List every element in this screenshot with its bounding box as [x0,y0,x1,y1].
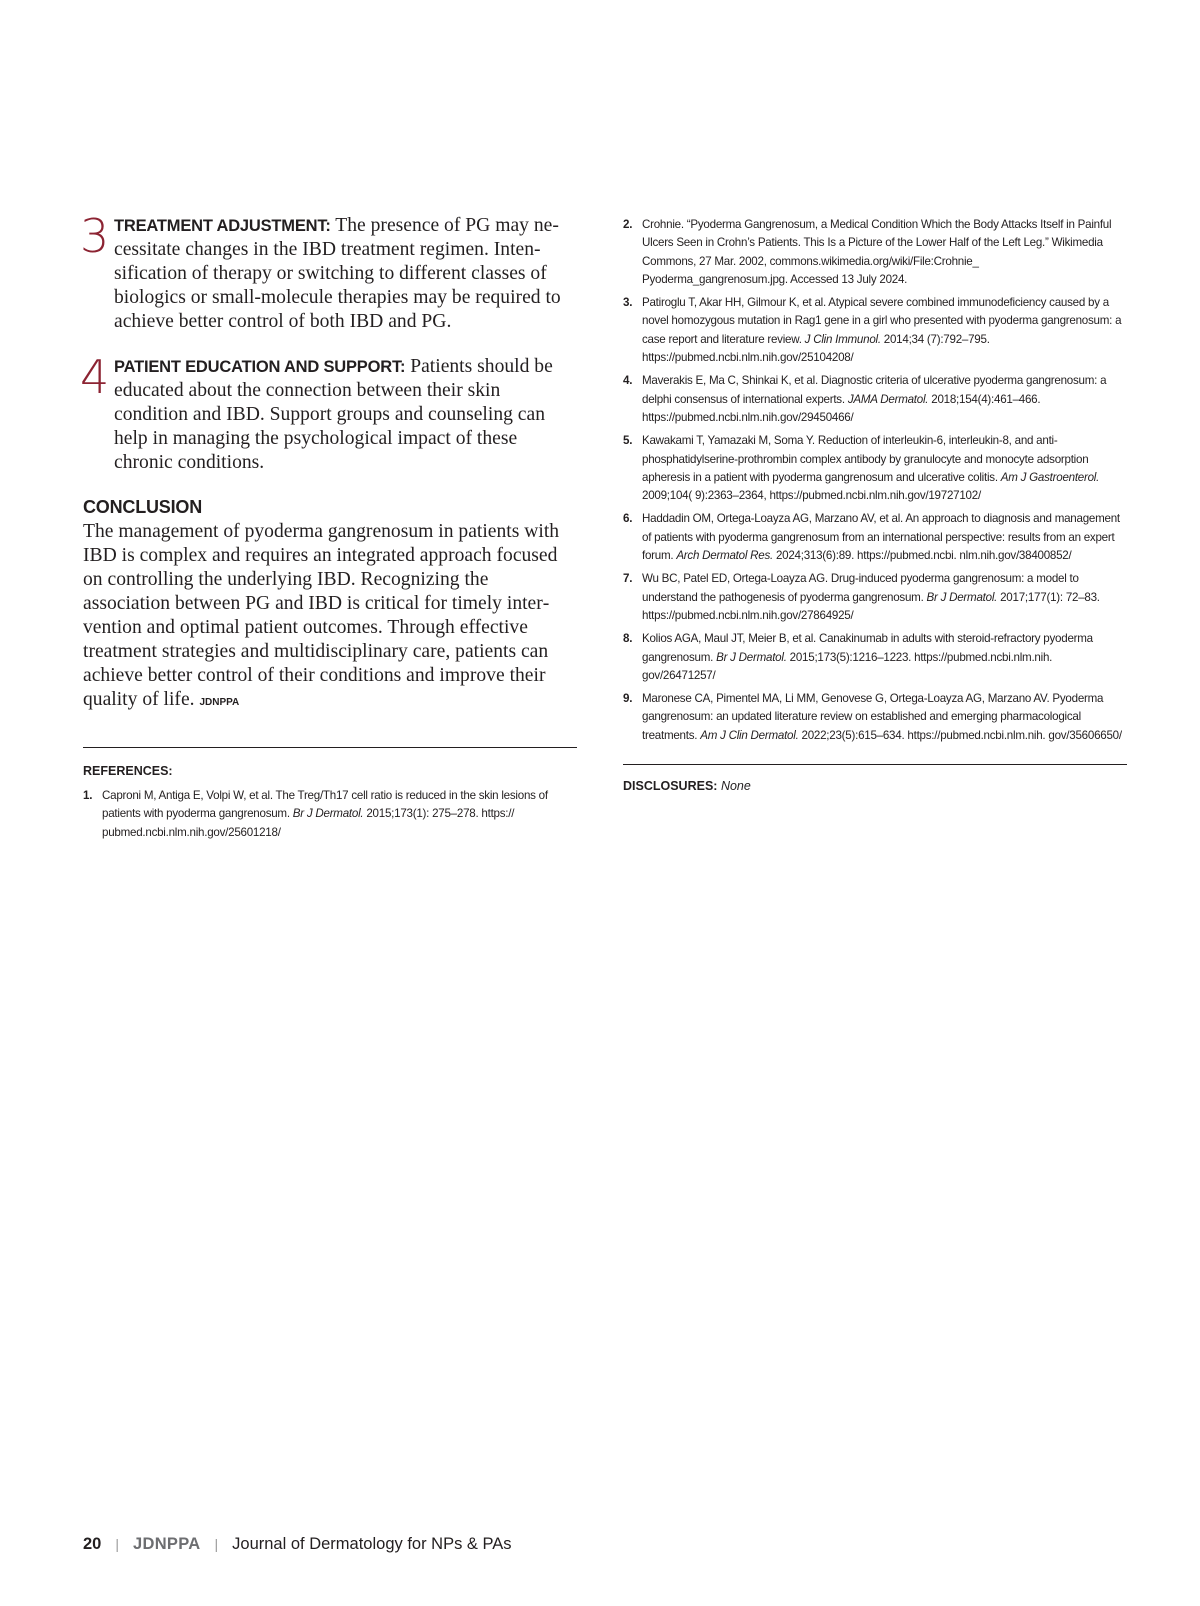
disclosures-value: None [720,779,751,794]
reference-journal: Br J Dermatol. [716,650,787,664]
numbered-item-4 [80,350,577,475]
reference-item [623,570,1127,625]
item-number: 3 [80,209,110,263]
item-text: Patients should be educated about the connection between their skin condition and IBD. Support groups and counseling can help in managing the psychological impact of these chronic conditions. [114,356,553,473]
reference-journal: JAMA Dermatol. [847,392,929,406]
reference-journal: Br J Dermatol. [292,807,364,821]
item-paragraph [114,355,577,475]
reference-journal: Arch Dermatol Res. [676,549,773,563]
reference-number: 8. [623,632,633,646]
conclusion-paragraph [83,520,577,715]
reference-number: 6. [623,512,633,526]
reference-text: Haddadin OM, Ortega-Loayza AG, Marzano AV, et al. An approach to diagnosis and management of patients with pyoderma gangrenosum from an international perspective: results from an expert forum. [642,512,1120,563]
numbered-item-3 [80,209,577,334]
reference-citation: 2014;34 (7):792–795. https://pubmed.ncbi.nlm.nih.gov/25104208/ [642,332,990,365]
reference-item [83,787,577,842]
right-column [623,216,1127,793]
reference-text: Caproni M, Antiga E, Volpi W, et al. The Treg/Th17 cell ratio is reduced in the skin lesions of patients with pyoderma gangrenosum. [102,789,548,821]
footer-brand: JDNPPA [133,1535,201,1553]
reference-item [623,690,1127,745]
item-lead: PATIENT EDUCATION AND SUPPORT: [114,358,406,376]
reference-citation: 2015;173(5):1216–1223. https://pubmed.ncbi.nlm.nih. gov/26471257/ [642,650,1053,682]
reference-item [623,216,1127,289]
references-heading: REFERENCES: [83,764,173,778]
page-number: 20 [83,1535,102,1553]
item-number: 4 [80,350,110,404]
reference-journal: Br J Dermatol. [926,590,998,604]
reference-journal: Am J Clin Dermatol. [700,728,799,742]
reference-number: 7. [623,572,633,586]
reference-journal: Am J Gastroenterol. [1000,470,1100,484]
reference-citation: 2017;177(1): 72–83. https://pubmed.ncbi.nlm.nih.gov/27864925/ [642,590,1100,622]
reference-number: 1. [83,789,93,802]
reference-citation: 2009;104( 9):2363–2364, https://pubmed.ncbi.nlm.nih.gov/19727102/ [642,489,981,503]
reference-number: 2. [623,218,633,231]
item-lead: TREATMENT ADJUSTMENT: [114,217,331,235]
footer-separator: | [115,1536,119,1552]
reference-citation: 2015;173(1): 275–278. https:// pubmed.ncbi.nlm.nih.gov/25601218/ [102,807,515,839]
conclusion-end-tag: JDNPPA [199,697,240,708]
reference-number: 9. [623,692,633,706]
disclosures-divider [623,764,1127,765]
reference-citation: 2018;154(4):461–466. https://pubmed.ncbi.nlm.nih.gov/29450466/ [642,392,1041,424]
references-list-right [623,216,1127,745]
reference-number: 5. [623,434,633,448]
conclusion-text: The management of pyoderma gangrenosum in patients with IBD is complex and requires an integrated approach focused on controlling the underlying IBD. Recognizing the association between PG and IBD is critical for timely intervention and optimal patient outcomes. Through effective treatment strategies and multidisciplinary care, patients can achieve better control of their conditions and improve their quality of life. [83,521,560,710]
reference-item [623,432,1127,505]
reference-text: Crohnie. “Pyoderma Gangrenosum, a Medical Condition Which the Body Attacks Itself in Painful Ulcers Seen in Crohn’s Patients. This Is a Picture of the Lower Half of the Left Leg.” Wikimedia Commons, 27 Mar. 2002, commons.wikimedia.org/wiki/File:Crohnie_ Pyoderma_gangrenosum.jpg. Accessed 13 July 2024. [642,218,1112,286]
reference-text: Wu BC, Patel ED, Ortega-Loayza AG. Drug-induced pyoderma gangrenosum: a model to understand the pathogenesis of pyoderma gangrenosum. [642,572,1079,604]
reference-text: Kawakami T, Yamazaki M, Soma Y. Reduction of interleukin-6, interleukin-8, and anti-phosphatidylserine-prothrombin complex antibody by granulocyte and monocyte adsorption apheresis in a patient with pyoderma gangrenosum and ulcerative colitis. [642,434,1089,484]
item-text: The presence of PG may necessitate changes in the IBD treatment regimen. Intensification of therapy or switching to different classes of biologics or small-molecule therapies may be required to achieve better control of both IBD and PG. [114,215,561,332]
reference-item [623,372,1127,427]
reference-journal: J Clin Immunol. [804,332,881,346]
disclosures-label: DISCLOSURES: [623,779,718,794]
reference-text: Maverakis E, Ma C, Shinkai K, et al. Diagnostic criteria of ulcerative pyoderma gangrenosum: a delphi consensus of international experts. [642,374,1107,406]
reference-number: 4. [623,374,633,388]
reference-text: Maronese CA, Pimentel MA, Li MM, Genovese G, Ortega-Loayza AG, Marzano AV. Pyoderma gangrenosum: an updated literature review on established and emerging pharmacological treatments. [642,692,1104,742]
reference-text: Kolios AGA, Maul JT, Meier B, et al. Canakinumab in adults with steroid-refractory pyoderma gangrenosum. [642,632,1093,664]
footer-separator: | [214,1536,219,1552]
reference-item [623,510,1127,565]
conclusion-heading: CONCLUSION [83,497,202,517]
reference-number: 3. [623,296,633,310]
reference-citation: 2024;313(6):89. https://pubmed.ncbi. nlm.nih.gov/38400852/ [772,549,1072,563]
item-paragraph [114,214,577,334]
reference-text: Patiroglu T, Akar HH, Gilmour K, et al. Atypical severe combined immunodeficiency caused by a novel homozygous mutation in Rag1 gene in a girl who presented with pyoderma gangrenosum: a case report and literature review. [642,296,1122,346]
left-column [80,209,577,847]
journal-name: Journal of Dermatology for NPs & PAs [232,1535,512,1553]
reference-item [623,294,1127,367]
reference-item [623,630,1127,685]
page-footer [83,1535,512,1554]
references-divider [83,747,577,748]
references-list-left [83,787,577,842]
disclosures [623,779,1127,793]
reference-citation: 2022;23(5):615–634. https://pubmed.ncbi.nlm.nih. gov/35606650/ [798,728,1122,742]
